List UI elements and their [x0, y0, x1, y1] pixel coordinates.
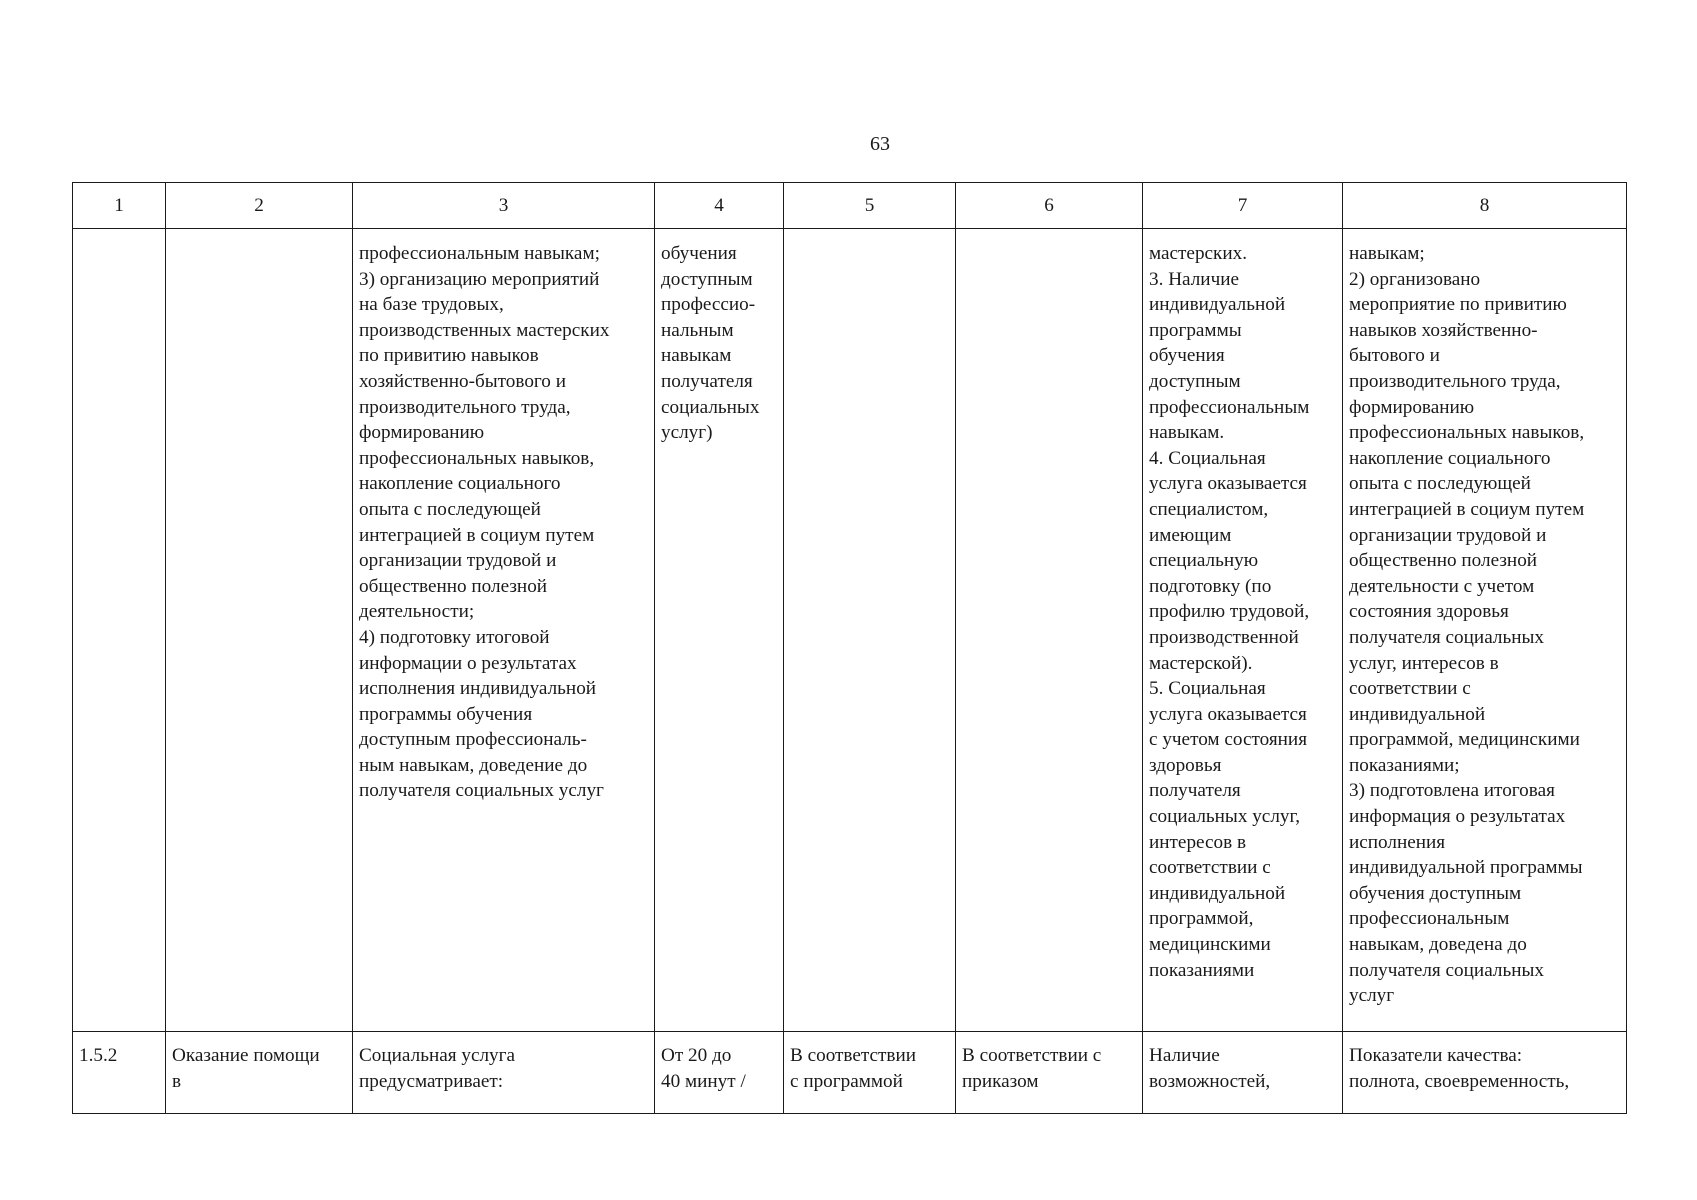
- cell-text-line: В соответствии: [790, 1045, 917, 1066]
- cell-text-line: предусматривает:: [359, 1070, 504, 1092]
- cell-text-line: подготовку (по: [1149, 575, 1272, 597]
- header-cell: 5: [784, 183, 956, 229]
- cell-text-line: получателя социальных услуг: [359, 780, 604, 802]
- header-cell: 4: [655, 183, 784, 229]
- cell-text-line: соответствии с: [1349, 678, 1471, 700]
- cell-text-line: навыкам, доведена до: [1349, 934, 1527, 956]
- table-cell: [956, 1032, 1143, 1114]
- cell-text-line: программой, медицинскими: [1349, 729, 1580, 751]
- cell-text-line: нальным: [661, 319, 734, 341]
- cell-text-line: с программой: [790, 1070, 903, 1092]
- cell-text-line: информации о результатах: [359, 652, 577, 674]
- cell-text-line: навыков хозяйственно-: [1349, 319, 1538, 341]
- cell-text-line: приказом: [962, 1070, 1039, 1092]
- cell-text-line: общественно полезной: [359, 575, 548, 597]
- cell-text-line: 1.5.2: [79, 1045, 118, 1066]
- table-cell: [655, 229, 784, 1032]
- cell-text-line: навыкам: [661, 345, 732, 367]
- cell-text-line: ным навыкам, доведение до: [359, 754, 588, 776]
- table-row: [73, 1032, 1627, 1114]
- cell-text-line: мастерских.: [1149, 243, 1248, 264]
- cell-text-line: полнота, своевременность,: [1349, 1070, 1570, 1092]
- cell-text-line: профессио-: [661, 294, 756, 316]
- cell-text-line: имеющим: [1149, 524, 1232, 546]
- table-cell: [353, 229, 655, 1032]
- cell-text-line: возможностей,: [1149, 1070, 1271, 1092]
- cell-text-line: интеграцией в социум путем: [1349, 498, 1585, 520]
- cell-text-line: деятельности с учетом: [1349, 575, 1535, 597]
- cell-text-line: исполнения индивидуальной: [359, 678, 597, 700]
- cell-text-line: производительного труда,: [359, 396, 571, 418]
- cell-text-line: доступным: [1149, 370, 1241, 392]
- cell-text-line: получателя: [661, 370, 753, 392]
- cell-text-line: Оказание помощи: [172, 1045, 320, 1066]
- cell-text-line: опыта с последующей: [1349, 473, 1531, 495]
- cell-text-line: бытового и: [1349, 345, 1440, 367]
- cell-text-line: Наличие: [1149, 1045, 1220, 1066]
- table-cell: [1343, 1032, 1627, 1114]
- header-cell: 7: [1143, 183, 1343, 229]
- cell-text-line: программы обучения: [359, 703, 533, 725]
- cell-text-line: индивидуальной: [1349, 703, 1486, 725]
- table-cell: [1143, 1032, 1343, 1114]
- cell-text-line: здоровья: [1149, 754, 1222, 776]
- cell-text-line: индивидуальной: [1149, 882, 1286, 904]
- cell-text-line: опыта с последующей: [359, 498, 541, 520]
- cell-text-line: 4) подготовку итоговой: [359, 626, 550, 648]
- cell-text-line: В соответствии с: [962, 1045, 1102, 1066]
- cell-text-line: накопление социального: [359, 473, 561, 495]
- table-cell: [166, 1032, 353, 1114]
- cell-text-line: формированию: [359, 422, 485, 444]
- cell-text-line: доступным профессиональ-: [359, 729, 587, 751]
- cell-text-line: специальную: [1149, 550, 1259, 572]
- cell-text-line: профилю трудовой,: [1149, 601, 1310, 623]
- table-header-row: [73, 183, 1627, 229]
- services-table: [72, 182, 1627, 1114]
- table-cell: [784, 1032, 956, 1114]
- cell-text-line: индивидуальной: [1149, 294, 1286, 316]
- page-number: 63: [870, 133, 890, 155]
- cell-text-line: получателя социальных: [1349, 626, 1544, 648]
- cell-text-line: показаниями;: [1349, 754, 1460, 776]
- cell-text-line: производительного труда,: [1349, 370, 1561, 392]
- cell-text-line: профессиональным навыкам;: [359, 243, 600, 264]
- cell-text-line: специалистом,: [1149, 498, 1269, 520]
- cell-text-line: 4. Социальная: [1149, 447, 1266, 469]
- cell-text-line: интеграцией в социум путем: [359, 524, 595, 546]
- cell-text-line: услуг, интересов в: [1349, 652, 1499, 674]
- cell-text-line: 3) подготовлена итоговая: [1349, 780, 1555, 802]
- cell-text-line: получателя социальных: [1349, 959, 1544, 981]
- cell-text-line: деятельности;: [359, 601, 475, 623]
- cell-text-line: профессиональным: [1149, 396, 1310, 418]
- cell-text-line: навыкам.: [1149, 422, 1225, 444]
- cell-text-line: с учетом состояния: [1149, 729, 1308, 751]
- cell-text-line: навыкам;: [1349, 243, 1425, 264]
- cell-text-line: информация о результатах: [1349, 806, 1566, 828]
- cell-text-line: услуг: [1349, 985, 1395, 1007]
- cell-text-line: обучения доступным: [1349, 882, 1522, 904]
- cell-text-line: производственных мастерских: [359, 319, 610, 341]
- cell-text-line: 5. Социальная: [1149, 678, 1266, 700]
- cell-text-line: мастерской).: [1149, 652, 1253, 674]
- cell-text-line: организации трудовой и: [1349, 524, 1547, 546]
- cell-text-line: по привитию навыков: [359, 345, 539, 367]
- table-cell: [73, 1032, 166, 1114]
- cell-text-line: 3. Наличие: [1149, 268, 1240, 290]
- cell-text-line: медицинскими: [1149, 934, 1271, 956]
- cell-text-line: доступным: [661, 268, 753, 290]
- cell-text-line: хозяйственно-бытового и: [359, 370, 566, 392]
- table-row: [73, 229, 1627, 1032]
- cell-text-line: мероприятие по привитию: [1349, 294, 1567, 316]
- cell-text-line: программой,: [1149, 908, 1254, 930]
- cell-text-line: интересов в: [1149, 831, 1247, 853]
- cell-text-line: услуг): [661, 422, 713, 444]
- cell-text-line: От 20 до: [661, 1045, 732, 1066]
- cell-text-line: обучения: [1149, 345, 1225, 367]
- cell-text-line: производственной: [1149, 626, 1299, 648]
- table-cell: [166, 229, 353, 1032]
- cell-text-line: программы: [1149, 319, 1242, 341]
- cell-text-line: в: [172, 1070, 182, 1092]
- cell-text-line: получателя: [1149, 780, 1241, 802]
- table-cell: [73, 229, 166, 1032]
- header-cell: 3: [353, 183, 655, 229]
- cell-text-line: показаниями: [1149, 959, 1255, 981]
- cell-text-line: Показатели качества:: [1349, 1045, 1523, 1066]
- cell-text-line: 2) организовано: [1349, 268, 1481, 290]
- cell-text-line: услуга оказывается: [1149, 473, 1307, 495]
- table-cell: [655, 1032, 784, 1114]
- table-cell: [956, 229, 1143, 1032]
- cell-text-line: 3) организацию мероприятий: [359, 268, 600, 290]
- cell-text-line: на базе трудовых,: [359, 294, 504, 316]
- cell-text-line: индивидуальной программы: [1349, 857, 1583, 879]
- cell-text-line: организации трудовой и: [359, 550, 557, 572]
- cell-text-line: общественно полезной: [1349, 550, 1538, 572]
- cell-text-line: социальных услуг,: [1149, 806, 1300, 828]
- table-cell: [1343, 229, 1627, 1032]
- table-cell: [353, 1032, 655, 1114]
- cell-text-line: Социальная услуга: [359, 1045, 516, 1066]
- header-cell: 1: [73, 183, 166, 229]
- cell-text-line: соответствии с: [1149, 857, 1271, 879]
- cell-text-line: профессиональных навыков,: [1349, 422, 1585, 444]
- cell-text-line: услуга оказывается: [1149, 703, 1307, 725]
- cell-text-line: состояния здоровья: [1349, 601, 1509, 623]
- cell-text-line: накопление социального: [1349, 447, 1551, 469]
- header-cell: 6: [956, 183, 1143, 229]
- table-cell: [1143, 229, 1343, 1032]
- cell-text-line: профессиональных навыков,: [359, 447, 595, 469]
- table-cell: [784, 229, 956, 1032]
- cell-text-line: исполнения: [1349, 831, 1446, 853]
- header-cell: 8: [1343, 183, 1627, 229]
- cell-text-line: 40 минут /: [661, 1070, 746, 1092]
- cell-text-line: профессиональным: [1349, 908, 1510, 930]
- cell-text-line: формированию: [1349, 396, 1475, 418]
- header-cell: 2: [166, 183, 353, 229]
- cell-text-line: обучения: [661, 243, 737, 264]
- cell-text-line: социальных: [661, 396, 760, 418]
